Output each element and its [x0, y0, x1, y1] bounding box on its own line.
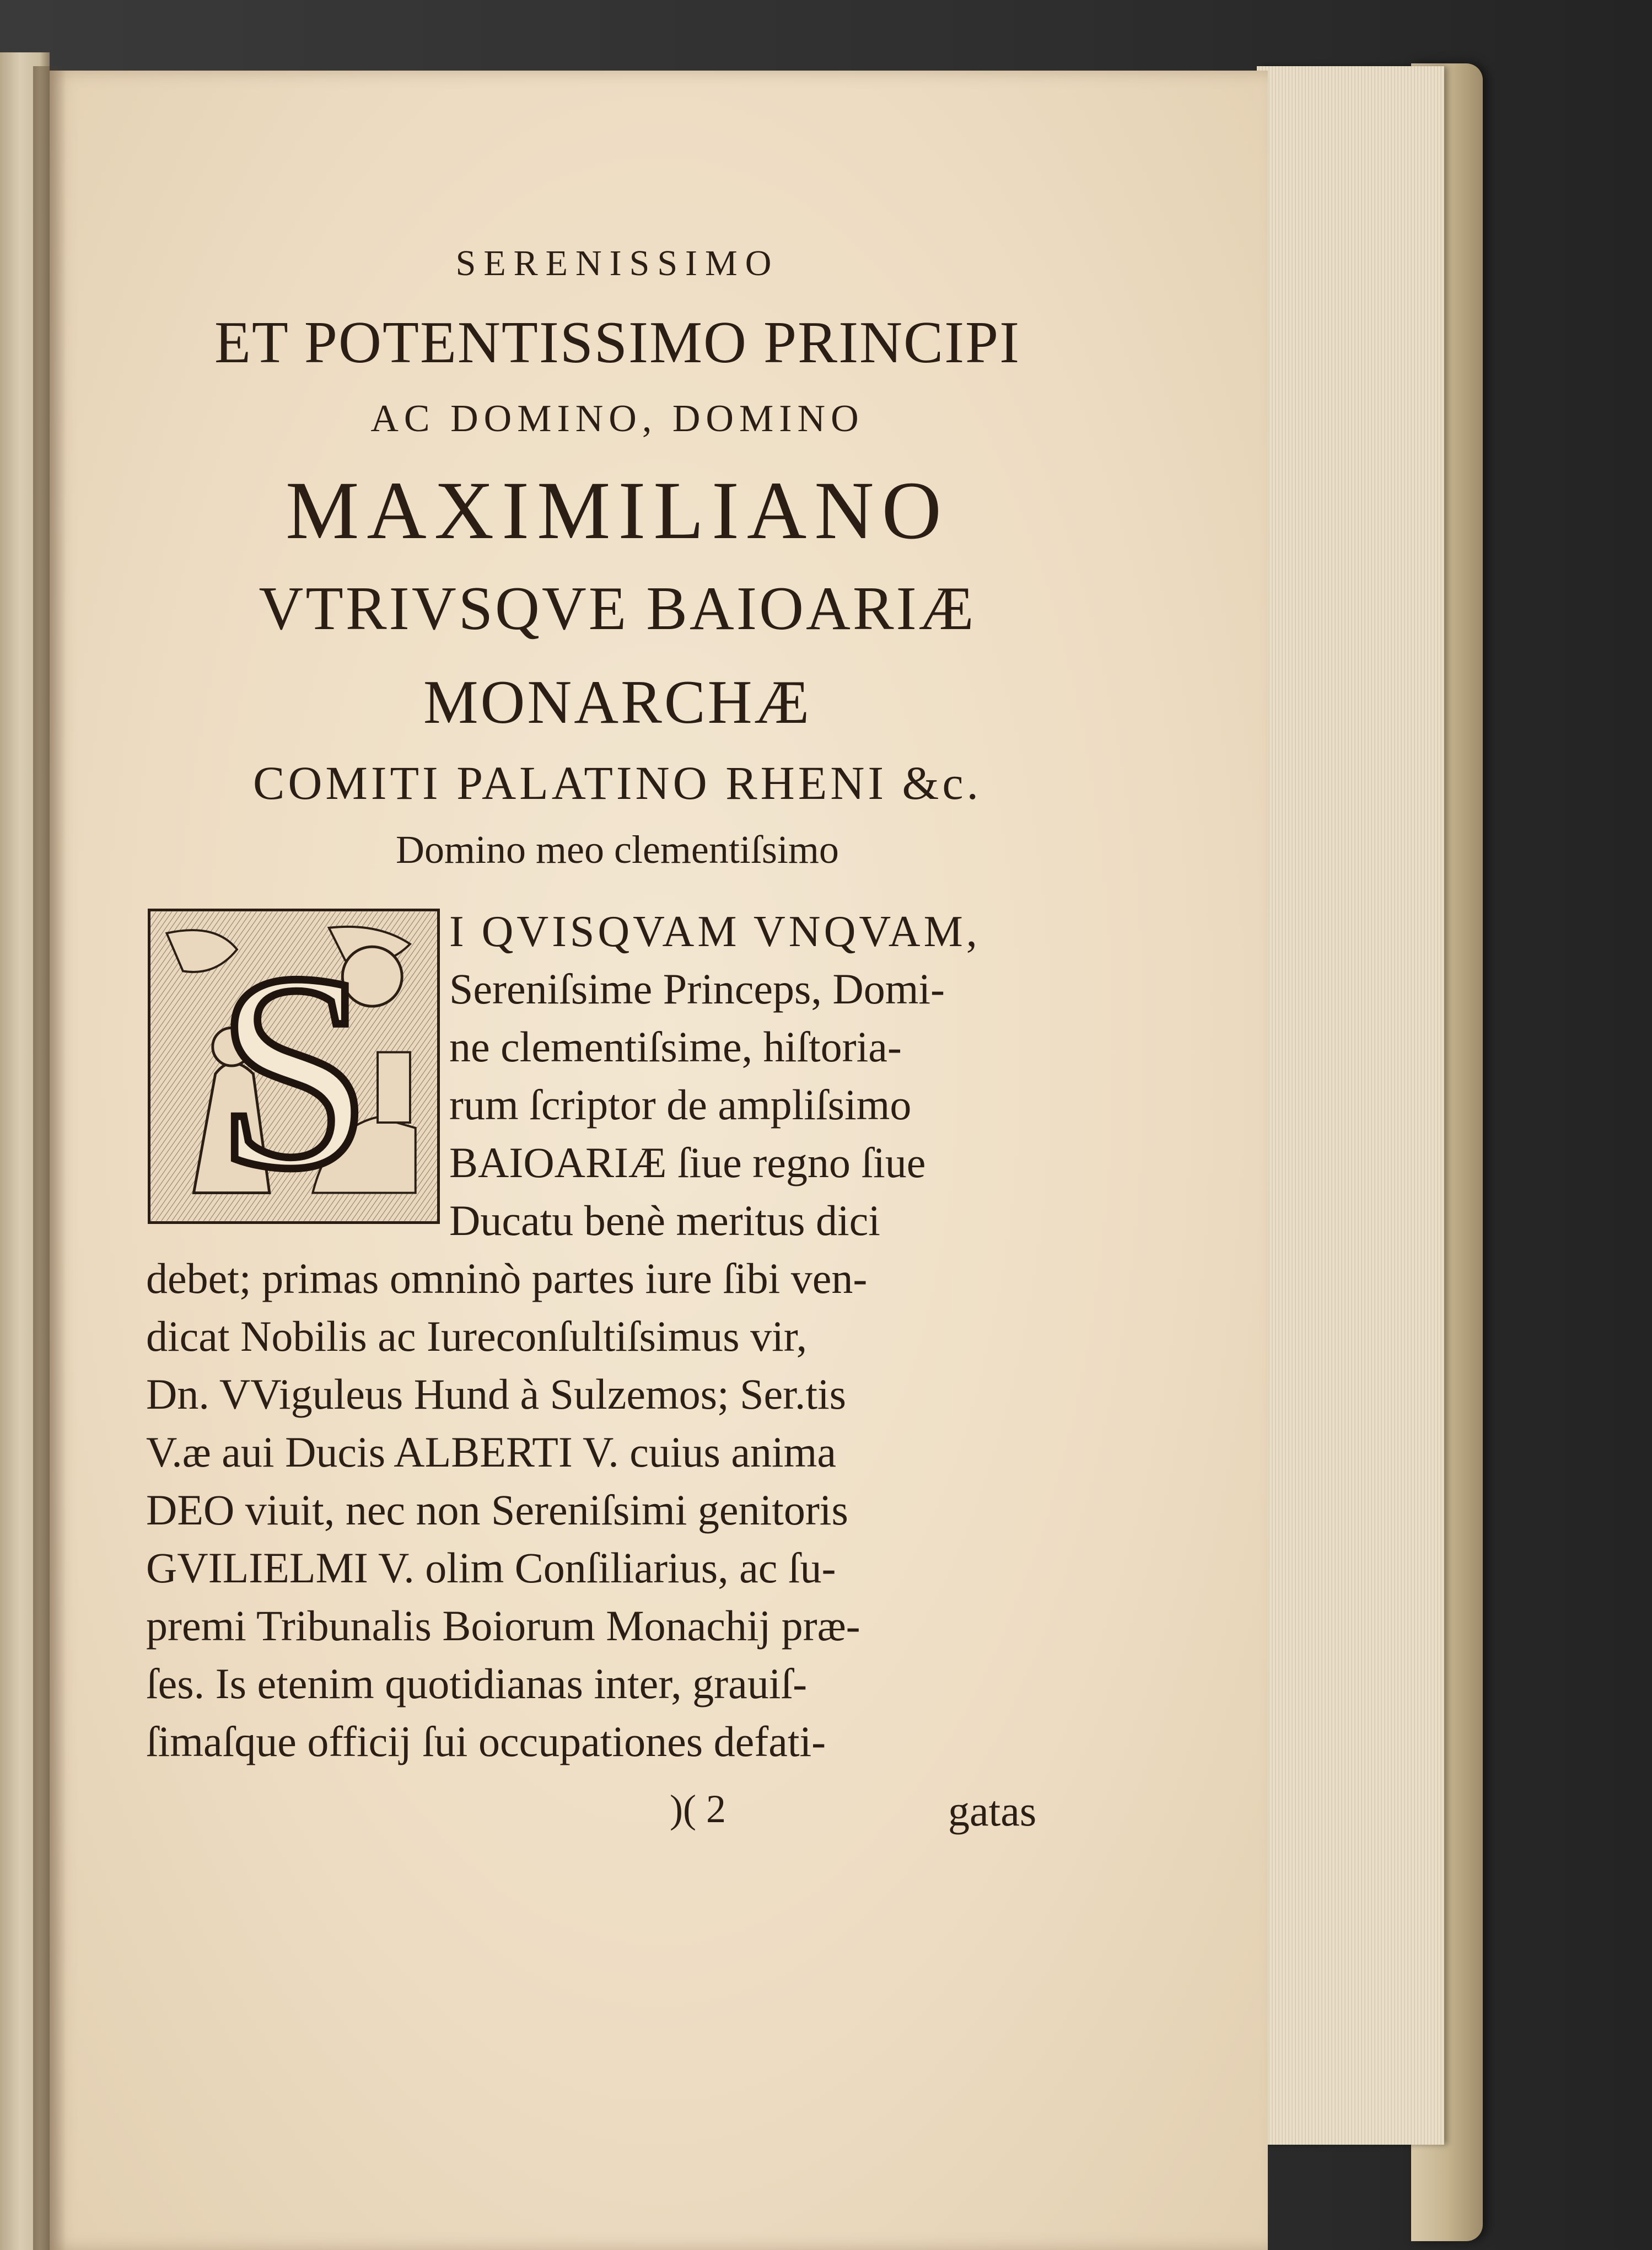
- body-line-4: rum ſcriptor de ampliſsimo: [449, 1081, 912, 1129]
- heading-line-7: COMITI PALATINO RHENI &c.: [252, 756, 982, 809]
- body-line-1: I QVISQVAM VNQVAM,: [449, 907, 981, 956]
- body-line-15: ſimaſque officij ſui occupationes defati-: [146, 1717, 826, 1765]
- body-line-10: V.æ aui Ducis ALBERTI V. cuius anima: [146, 1428, 836, 1476]
- heading-line-3: AC DOMINO, DOMINO: [370, 398, 864, 440]
- heading-line-5: VTRIVSQVE BAIOARIÆ: [259, 574, 976, 643]
- body-line-6: Ducatu benè meritus dici: [449, 1196, 880, 1244]
- initial-letter: S: [216, 915, 372, 1221]
- dedication-line: Domino meo clementiſsimo: [396, 828, 839, 872]
- body-line-7: debet; primas omninò partes iure ſibi ven-: [146, 1254, 868, 1302]
- signature-mark: )( 2: [670, 1787, 726, 1831]
- body-line-13: premi Tribunalis Boiorum Monachij præ-: [146, 1602, 860, 1650]
- page-fore-edge: [1257, 66, 1444, 2145]
- body-line-9: Dn. VViguleus Hund à Sulzemos; Ser.tis: [146, 1370, 847, 1418]
- heading-line-2: ET POTENTISSIMO PRINCIPI: [214, 310, 1021, 375]
- body-line-2: Sereniſsime Princeps, Domi-: [449, 965, 945, 1013]
- body-line-14: ſes. Is etenim quotidianas inter, grauiſ-: [146, 1660, 808, 1707]
- decorated-initial-s: [148, 909, 440, 1224]
- catchword: gatas: [948, 1787, 1037, 1835]
- woodcut-illustration: [150, 911, 437, 1221]
- body-line-8: dicat Nobilis ac Iureconſultiſsimus vir,: [146, 1312, 808, 1360]
- body-line-12: GVILIELMI V. olim Conſiliarius, ac ſu-: [146, 1544, 836, 1592]
- gutter-shadow: [33, 66, 66, 2250]
- body-line-5: BAIOARIÆ ſiue regno ſiue: [449, 1139, 926, 1186]
- heading-line-4: MAXIMILIANO: [286, 465, 949, 556]
- body-line-3: ne clementiſsime, hiſtoria-: [449, 1023, 902, 1071]
- heading-line-6: MONARCHÆ: [423, 668, 812, 737]
- heading-line-1: SERENISSIMO: [455, 243, 779, 283]
- body-line-11: DEO viuit, nec non Sereniſsimi genitoris: [146, 1486, 848, 1534]
